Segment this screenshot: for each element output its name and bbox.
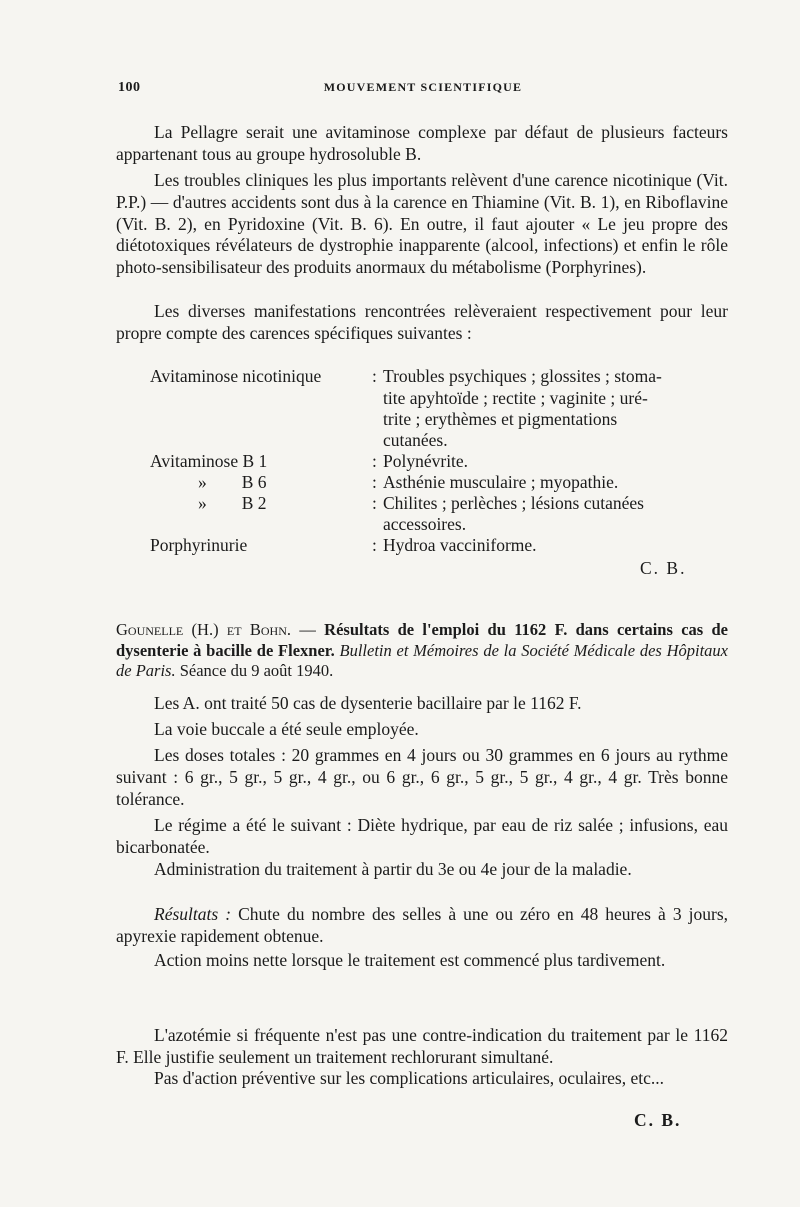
list-value: Polynévrite.	[383, 451, 469, 471]
paragraph: La voie buccale a été seule employée.	[154, 719, 419, 739]
list-value: trite ; erythèmes et pigmentations	[383, 409, 618, 429]
paragraph	[116, 904, 728, 948]
paragraph: Administration du traitement à partir du 3e ou 4e jour de la maladie.	[154, 859, 632, 879]
reference-dash: —	[299, 620, 316, 639]
list-colon: :	[372, 472, 377, 492]
paragraph: Les doses totales : 20 grammes en 4 jours ou 30 grammes en 6 jours au rythme suivant : 6 gr., 5 gr., 5 gr., 4 gr., ou 6 gr., 6 gr., 5 gr., 5 gr., 4 gr., 4 gr. Très bonne tolérance.	[116, 745, 728, 809]
list-colon: :	[372, 535, 377, 555]
signature: C. B.	[634, 1110, 682, 1130]
list-colon: :	[372, 451, 377, 471]
list-value: Hydroa vacciniforme.	[383, 535, 537, 555]
paragraph: Les diverses manifestations rencontrées relèveraient respectivement pour leur propre compte des carences spécifiques suivantes :	[116, 301, 728, 343]
paragraph: Les troubles cliniques les plus importants relèvent d'une carence nicotinique (Vit. P.P.) — d'autres accidents sont dus à la carence en Thiamine (Vit. B. 1), en Riboflavine (Vit. B. 2), en Pyridoxine (Vit. B. 6). En outre, il faut ajouter « Le jeu propre des diétotoxiques révélateurs de dystrophie inapparente (alcool, infections) et enfin le rôle photo-sensibilisateur des produits anormaux du métabolisme (Porphyrines).	[116, 170, 728, 278]
reference-title: Résultats de l'emploi du 1162 F. dans certains cas de dysenterie à bacille de Flexner.	[116, 620, 729, 660]
list-colon: :	[372, 493, 377, 513]
paragraph: La Pellagre serait une avitaminose complexe par défaut de plusieurs facteurs appartenant tous au groupe hydrosoluble B.	[116, 122, 728, 164]
list-colon: :	[372, 366, 377, 386]
list-value: Troubles psychiques ; glossites ; stoma-	[383, 366, 662, 386]
paragraph: Pas d'action préventive sur les complications articulaires, oculaires, etc...	[154, 1068, 664, 1088]
page-number: 100	[118, 80, 141, 95]
running-head: MOUVEMENT SCIENTIFIQUE	[323, 80, 523, 94]
list-value: accessoires.	[383, 514, 467, 534]
list-label: Avitaminose B 1	[150, 451, 268, 471]
reference-session: Séance du 9 août 1940.	[179, 661, 334, 681]
reference-authors: Gounelle (H.) et Bohn.	[116, 620, 292, 639]
list-value: Asthénie musculaire ; myopathie.	[383, 472, 619, 492]
signature: C. B.	[640, 558, 687, 578]
list-label: » B 2	[198, 493, 267, 513]
paragraph: Les A. ont traité 50 cas de dysenterie bacillaire par le 1162 F.	[154, 693, 582, 713]
paragraph: Le régime a été le suivant : Diète hydrique, par eau de riz salée ; infusions, eau bicarbonatée.	[116, 815, 728, 857]
list-label: » B 6	[198, 472, 267, 492]
list-value: cutanées.	[383, 430, 448, 450]
paragraph: L'azotémie si fréquente n'est pas une contre-indication du traitement par le 1162 F. Elle justifie seulement un traitement rechlorurant simultané.	[116, 1025, 728, 1067]
list-label: Avitaminose nicotinique	[150, 366, 322, 386]
reference-source: Bulletin et Mémoires de la Société Médicale des Hôpitaux de Paris.	[116, 640, 728, 681]
list-label: Porphyrinurie	[150, 535, 248, 555]
page-header	[118, 80, 728, 104]
list-value: Chilites ; perlèches ; lésions cutanées	[383, 493, 644, 513]
results-label: Résultats :	[154, 904, 232, 924]
results-text: Chute du nombre des selles à une ou zéro en 48 heures à 3 jours, apyrexie rapidement obtenue.	[116, 904, 729, 946]
paragraph: Action moins nette lorsque le traitement est commencé plus tardivement.	[154, 950, 666, 970]
bibliographic-reference	[116, 620, 728, 682]
list-value: tite apyhtoïde ; rectite ; vaginite ; uré-	[383, 388, 648, 408]
